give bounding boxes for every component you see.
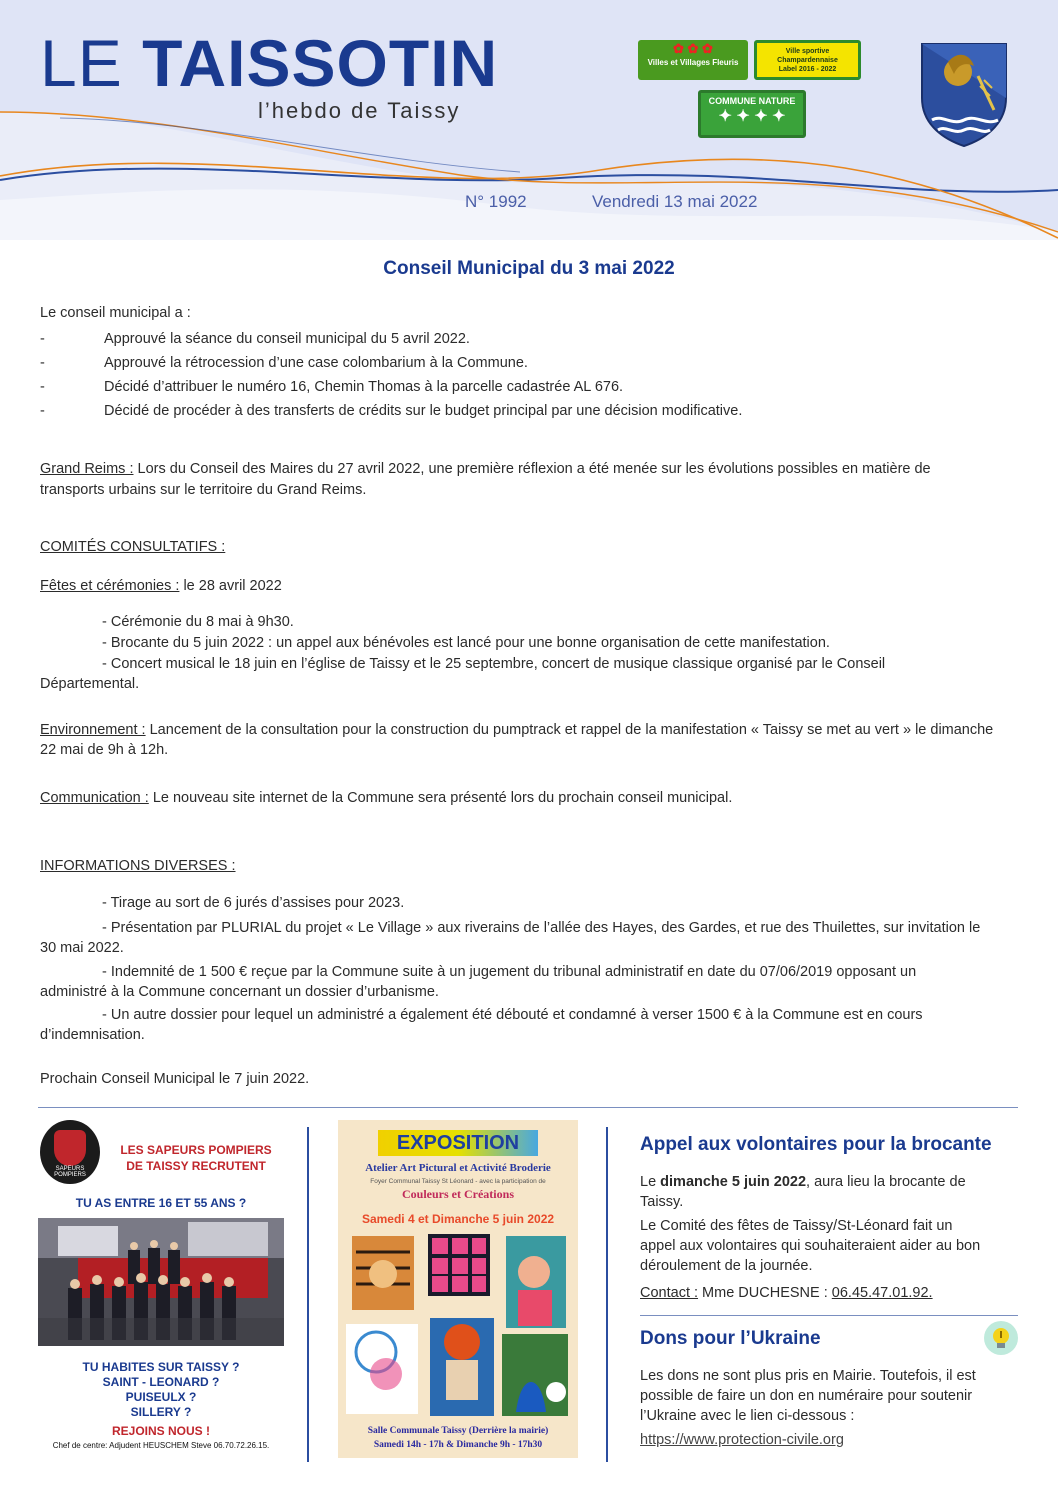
- column-divider: [606, 1127, 608, 1462]
- side-divider: [640, 1315, 1018, 1316]
- fetes-paragraph: [40, 576, 282, 597]
- pompiers-q4: SILLERY ?: [130, 1405, 192, 1419]
- infos-title: INFORMATIONS DIVERSES :: [40, 858, 236, 874]
- villes-fleuris-label: Villes et Villages Fleuris: [647, 58, 739, 67]
- article-heading: Conseil Municipal du 3 mai 2022: [383, 258, 675, 279]
- info-item-cont: administré à la Commune concernant un dossier d’urbanisme.: [40, 984, 439, 1000]
- brocante-p2-l2: appel aux volontaires qui souhaiteraient aider au bon: [640, 1238, 981, 1254]
- brocante-p1-a: Le: [640, 1174, 661, 1190]
- expo-line1: Atelier Art Pictural et Activité Broderie: [365, 1162, 551, 1174]
- fetes-item: - Brocante du 5 juin 2022 : un appel aux bénévoles est lancé pour une bonne organisation de cette manifestation.: [102, 635, 830, 651]
- ukraine-l2: possible de faire un don en numéraire pour soutenir: [640, 1388, 973, 1404]
- flowers-icon: ✿ ✿ ✿: [673, 41, 713, 56]
- expo-artworks-collage: [346, 1232, 570, 1422]
- bullet-item: Approuvé la séance du conseil municipal du 5 avril 2022.: [104, 331, 470, 347]
- grand-reims-paragraph: [40, 459, 931, 480]
- brocante-p1-b: , aura lieu la brocante de: [806, 1174, 966, 1190]
- brocante-date: dimanche 5 juin 2022: [660, 1174, 807, 1190]
- fetes-item: - Concert musical le 18 juin en l’église de Taissy et le 25 septembre, concert de musique classique organisé par le Conseil: [102, 656, 886, 672]
- exposition-poster: [338, 1120, 578, 1458]
- ville-sportive-badge: [754, 40, 861, 80]
- pompiers-q2: SAINT - LEONARD ?: [102, 1375, 220, 1389]
- pompiers-age: TU AS ENTRE 16 ET 55 ANS ?: [75, 1196, 247, 1210]
- ville-sportive-line3: Label 2016 - 2022: [778, 66, 837, 73]
- info-item: - Indemnité de 1 500 € reçue par la Commune suite à un jugement du tribunal administratif en date du 07/06/2019 opposant un: [102, 964, 917, 980]
- bullet-marker: -: [40, 379, 45, 395]
- pompiers-q3: PUISEULX ?: [125, 1390, 197, 1404]
- brocante-p1: [640, 1172, 966, 1192]
- title-prefix: LE: [40, 26, 123, 100]
- ville-sportive-line1: Ville sportive: [785, 48, 830, 55]
- ukraine-link[interactable]: https://www.protection-civile.org: [640, 1432, 844, 1448]
- bullet-item: Décidé d’attribuer le numéro 16, Chemin Thomas à la parcelle cadastrée AL 676.: [104, 379, 624, 395]
- dragonflies-icon: ✦ ✦ ✦ ✦: [718, 108, 786, 125]
- environnement-line2: 22 mai de 9h à 12h.: [40, 742, 169, 758]
- expo-place: Salle Communale Taissy (Derrière la mairie): [367, 1426, 549, 1436]
- taissy-coat-of-arms-icon: [918, 40, 1010, 148]
- contact-label: Contact :: [640, 1285, 699, 1301]
- grand-reims-label: Grand Reims :: [40, 461, 134, 477]
- section-divider: [38, 1107, 1018, 1108]
- communication-label: Communication :: [40, 790, 149, 806]
- lightbulb-icon: [984, 1321, 1018, 1355]
- environnement-text: Lancement de la consultation pour la construction du pumptrack et rappel de la manifestation « Taissy se met au vert » le dimanche: [145, 722, 994, 738]
- fetes-date: le 28 avril 2022: [179, 578, 282, 594]
- ukraine-l1: Les dons ne sont plus pris en Mairie. Toutefois, il est: [640, 1368, 976, 1384]
- info-item: - Tirage au sort de 6 jurés d’assises pour 2023.: [102, 895, 405, 911]
- communication-text: Le nouveau site internet de la Commune sera présenté lors du prochain conseil municipal.: [148, 790, 733, 806]
- environnement-paragraph: [40, 720, 993, 741]
- ukraine-l3: l’Ukraine avec le lien ci-dessous :: [640, 1408, 855, 1424]
- expo-hours: Samedi 14h - 17h & Dimanche 9h - 17h30: [373, 1440, 543, 1450]
- pompiers-headline2: DE TAISSY RECRUTENT: [126, 1159, 266, 1173]
- pompiers-cta: REJOINS NOUS !: [111, 1424, 210, 1438]
- bullet-marker: -: [40, 355, 45, 371]
- info-item: - Présentation par PLURIAL du projet « Le Village » aux riverains de l’allée des Hayes, des Gardes, et rue des Thuilettes, sur invitation le: [102, 920, 981, 936]
- fetes-item: - Cérémonie du 8 mai à 9h30.: [102, 614, 294, 630]
- fetes-item-cont: Départemental.: [40, 676, 140, 692]
- info-item-cont: d’indemnisation.: [40, 1027, 145, 1043]
- title-main: TAISSOTIN: [142, 26, 499, 100]
- info-item-cont: 30 mai 2022.: [40, 940, 124, 956]
- issue-date: Vendredi 13 mai 2022: [592, 192, 758, 211]
- fetes-label: Fêtes et cérémonies :: [40, 578, 180, 594]
- bullet-item: Décidé de procéder à des transferts de crédits sur le budget principal par une décision modificative.: [104, 403, 743, 419]
- brocante-p2-l3: déroulement de la journée.: [640, 1258, 813, 1274]
- column-divider: [307, 1127, 309, 1462]
- newsletter-subtitle: l’hebdo de Taissy: [258, 98, 461, 123]
- pompiers-q1: TU HABITES SUR TAISSY ?: [82, 1360, 240, 1374]
- grand-reims-line2: transports urbains sur le territoire du Grand Reims.: [40, 482, 367, 498]
- brocante-p2-l1: Le Comité des fêtes de Taissy/St-Léonard fait un: [640, 1218, 953, 1234]
- ukraine-title: Dons pour l’Ukraine: [640, 1328, 821, 1349]
- bullet-marker: -: [40, 403, 45, 419]
- pompiers-headline1: LES SAPEURS POMPIERS: [120, 1143, 272, 1157]
- grand-reims-text: Lors du Conseil des Maires du 27 avril 2022, une première réflexion a été menée sur les évolutions possibles en matière de: [133, 461, 931, 477]
- brocante-contact: [640, 1283, 933, 1303]
- newsletter-title: [40, 26, 499, 100]
- issue-number: N° 1992: [465, 192, 527, 211]
- environnement-label: Environnement :: [40, 722, 146, 738]
- brocante-title: Appel aux volontaires pour la brocante: [640, 1134, 992, 1155]
- expo-dates: Samedi 4 et Dimanche 5 juin 2022: [361, 1212, 555, 1226]
- bullet-item: Approuvé la rétrocession d’une case colombarium à la Commune.: [104, 355, 528, 371]
- expo-line3: Couleurs et Créations: [402, 1187, 514, 1201]
- expo-line2: Foyer Communal Taissy St Léonard - avec la participation de: [370, 1178, 546, 1185]
- commune-nature-label: COMMUNE NATURE: [708, 96, 796, 106]
- pompiers-logo-icon: SAPEURS POMPIERS: [40, 1120, 100, 1184]
- pompiers-poster: [38, 1120, 284, 1455]
- article-intro: Le conseil municipal a :: [40, 305, 191, 321]
- expo-title: EXPOSITION: [378, 1130, 538, 1156]
- pompiers-contact: Chef de centre: Adjudent HEUSCHEM Steve 06.70.72.26.15.: [52, 1441, 270, 1450]
- next-council: Prochain Conseil Municipal le 7 juin 2022.: [40, 1071, 310, 1087]
- ville-sportive-line2: Champardennaise: [777, 57, 838, 64]
- contact-phone-link[interactable]: 06.45.47.01.92.: [831, 1285, 933, 1301]
- comites-title: COMITÉS CONSULTATIFS :: [40, 539, 226, 555]
- pompiers-group-photo: [38, 1218, 284, 1346]
- brocante-p1-c: Taissy.: [640, 1194, 684, 1210]
- bullet-marker: -: [40, 331, 45, 347]
- communication-paragraph: [40, 788, 732, 809]
- commune-nature-badge: [698, 90, 806, 138]
- villes-fleuris-badge: [638, 40, 748, 80]
- info-item: - Un autre dossier pour lequel un administré a également été débouté et condamné à verser 1500 € à la Commune est en cours: [102, 1007, 923, 1023]
- contact-name: Mme DUCHESNE :: [698, 1285, 832, 1301]
